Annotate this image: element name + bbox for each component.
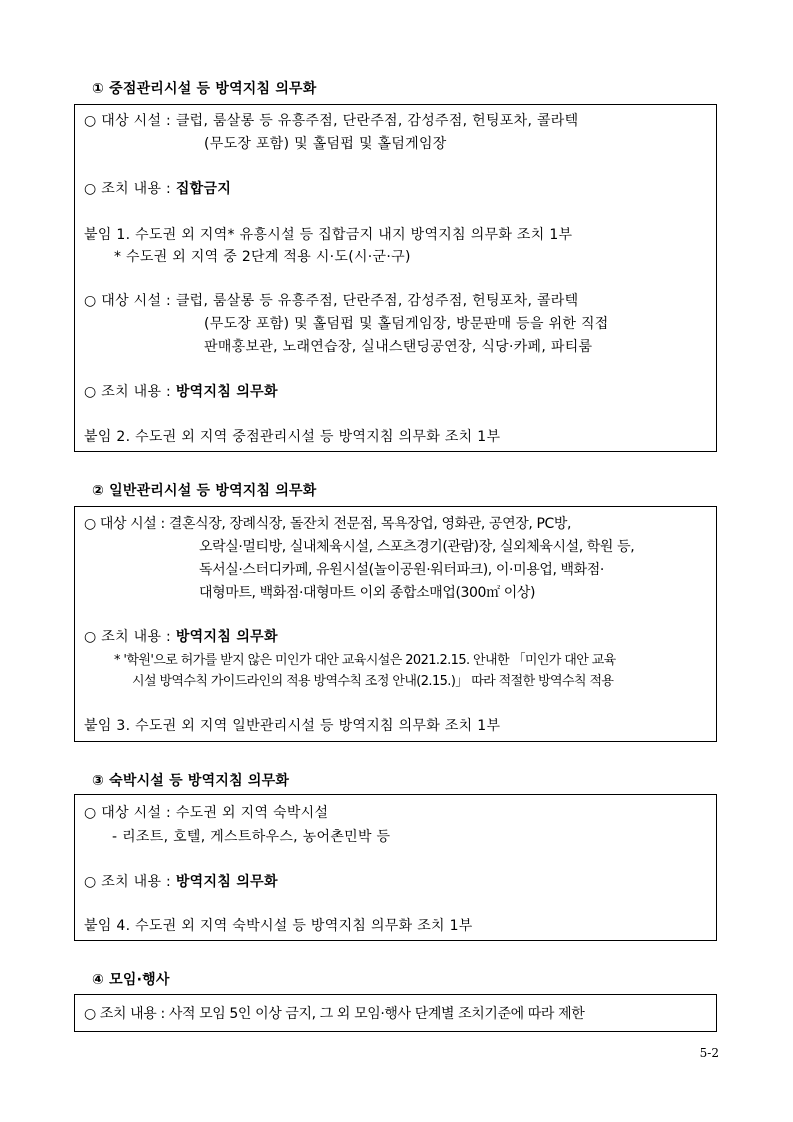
s2-measure-label: ○ 조치 내용 : <box>84 629 176 645</box>
s2-note-2: 시설 방역수칙 가이드라인의 적용 방역수칙 조정 안내(2.15.)」 따라 적절한 방역수칙 적용 <box>132 674 614 689</box>
s1-measure2-value: 방역지침 의무화 <box>175 384 278 400</box>
s2-line-8: 붙임 3. 수도권 외 지역 일반관리시설 등 방역지침 의무화 조치 1부 <box>84 718 501 734</box>
s2-line-2: 오락실·멀티방, 실내체육시설, 스포츠경기(관람)장, 실외체육시설, 학원 등, <box>199 539 635 555</box>
section-4-title: ④ 모임·행사 <box>92 972 170 988</box>
s3-line-3 <box>84 871 278 891</box>
s3-line-1: ○ 대상 시설 : 수도권 외 지역 숙박시설 <box>84 805 329 821</box>
section-1-title: ① 중점관리시설 등 방역지침 의무화 <box>92 81 317 97</box>
s2-line-5 <box>84 626 278 646</box>
s1-line-7: (무도장 포함) 및 홀덤펍 및 홀덤게임장, 방문판매 등을 위한 직접 <box>204 316 609 332</box>
s1-line-8: 판매홍보관, 노래연습장, 실내스탠딩공연장, 식당·카페, 파티룸 <box>204 339 593 355</box>
s1-line-9 <box>84 381 278 401</box>
s2-note-1: * '학원'으로 허가를 받지 않은 미인가 대안 교육시설은 2021.2.15. 안내한 「미인가 대안 교육 <box>114 653 616 668</box>
s1-line-6: ○ 대상 시설 : 클럽, 룸살롱 등 유흥주점, 단란주점, 감성주점, 헌팅포차, 콜라텍 <box>84 293 579 309</box>
section-3-title: ③ 숙박시설 등 방역지침 의무화 <box>92 773 290 789</box>
s3-line-2: - 리조트, 호텔, 게스트하우스, 농어촌민박 등 <box>112 829 391 845</box>
s2-line-4: 대형마트, 백화점·대형마트 이외 종합소매업(300㎡ 이상) <box>199 585 536 601</box>
s1-line-1: ○ 대상 시설 : 클럽, 룸살롱 등 유흥주점, 단란주점, 감성주점, 헌팅포차, 콜라텍 <box>84 113 579 129</box>
s2-line-1: ○ 대상 시설 : 결혼식장, 장례식장, 돌잔치 전문점, 목욕장업, 영화관, 공연장, PC방, <box>84 516 572 532</box>
page-number: 5-2 <box>699 1046 719 1060</box>
s3-measure-value: 방역지침 의무화 <box>175 874 278 890</box>
s3-measure-label: ○ 조치 내용 : <box>84 874 176 890</box>
s3-line-4: 붙임 4. 수도권 외 지역 숙박시설 등 방역지침 의무화 조치 1부 <box>84 918 473 934</box>
s1-line-2: (무도장 포함) 및 홀덤펍 및 홀덤게임장 <box>204 136 447 152</box>
s2-measure-value: 방역지침 의무화 <box>175 629 278 645</box>
s1-line-3 <box>84 178 231 198</box>
s1-line-10: 붙임 2. 수도권 외 지역 중점관리시설 등 방역지침 의무화 조치 1부 <box>84 429 501 445</box>
s1-line-5: * 수도권 외 지역 중 2단계 적용 시·도(시·군·구) <box>114 249 411 265</box>
s1-measure-value: 집합금지 <box>175 181 232 197</box>
s4-line-1: ○ 조치 내용 : 사적 모임 5인 이상 금지, 그 외 모임·행사 단계별 조치기준에 따라 제한 <box>84 1006 585 1022</box>
section-2-title: ② 일반관리시설 등 방역지침 의무화 <box>92 483 317 499</box>
s1-measure2-label: ○ 조치 내용 : <box>84 384 176 400</box>
s1-line-4: 붙임 1. 수도권 외 지역* 유흥시설 등 집합금지 내지 방역지침 의무화 조치 1부 <box>84 227 573 243</box>
s1-measure-label: ○ 조치 내용 : <box>84 181 176 197</box>
s2-line-3: 독서실·스터디카페, 유원시설(놀이공원·워터파크), 이·미용업, 백화점· <box>199 562 604 578</box>
